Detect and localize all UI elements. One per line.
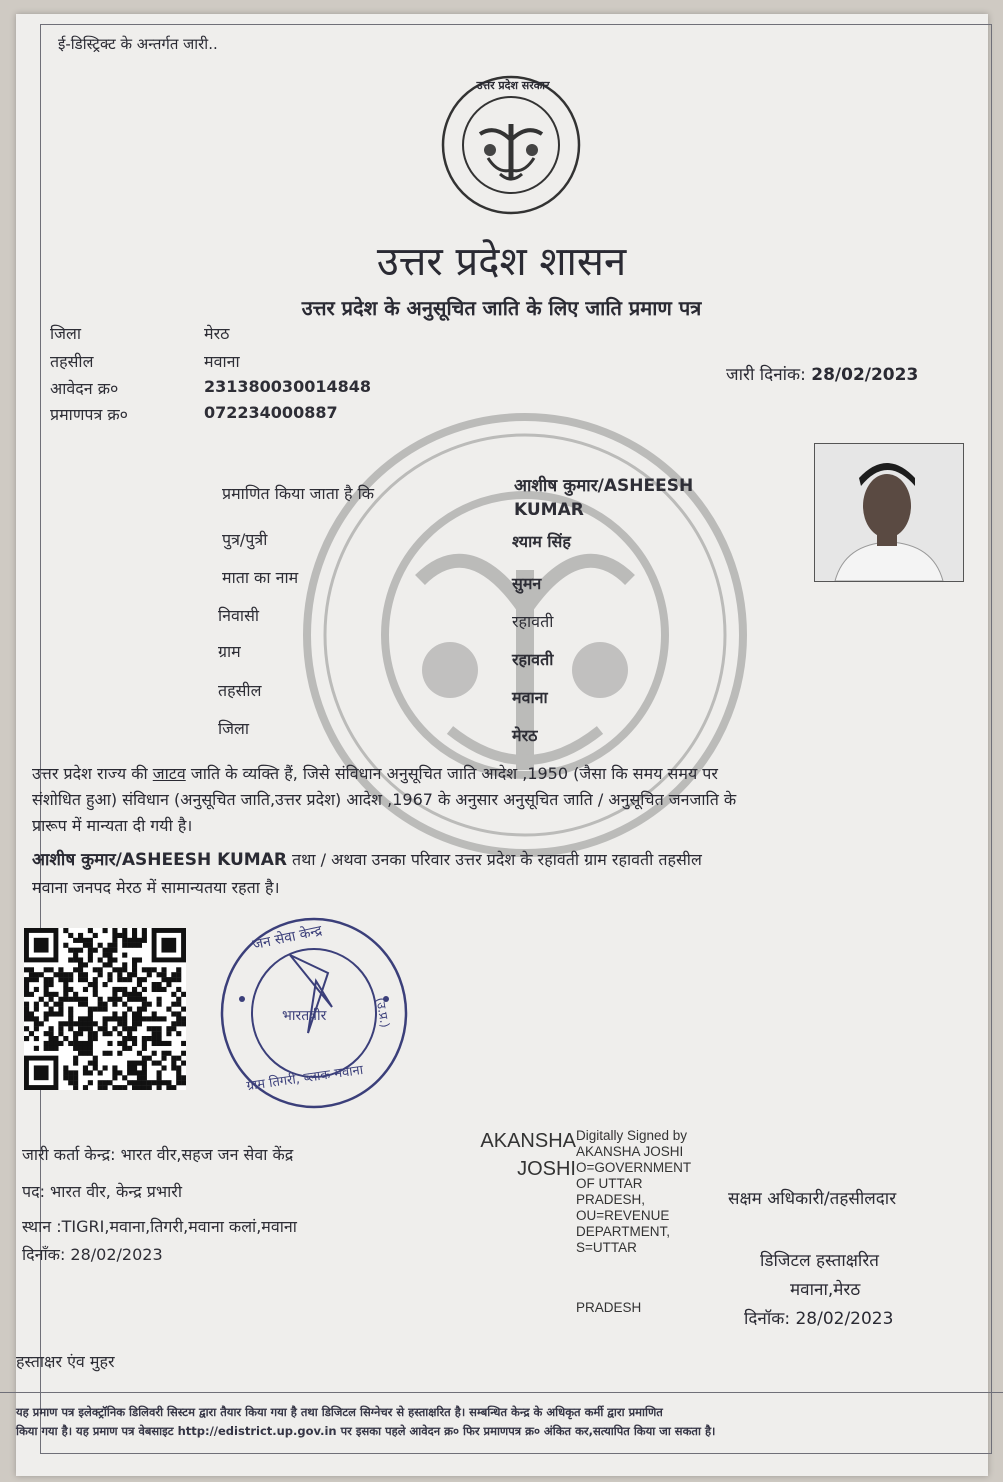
certificate-title: उत्तर प्रदेश के अनुसूचित जाति के लिए जाति प्रमाण पत्र <box>301 296 702 320</box>
up-government-emblem <box>440 74 582 216</box>
mother-name-label: माता का नाम <box>222 568 299 587</box>
meta-district-value: मेरठ <box>204 324 230 343</box>
emblem-text: उत्तर प्रदेश सरकार <box>476 79 550 92</box>
stamp-lower-text: ग्राम तिगरी, ब्लाक मवाना <box>245 1062 365 1095</box>
father-name-value: श्याम सिंह <box>512 532 571 551</box>
details-district-value: मेरठ <box>512 726 538 745</box>
footer-note <box>16 1403 976 1441</box>
footer-divider <box>0 1392 1003 1393</box>
signer-name <box>440 1127 576 1183</box>
son-daughter-label: पुत्र/पुत्री <box>222 530 268 549</box>
caste-name: जाटव <box>152 764 186 783</box>
application-number-value: 231380030014848 <box>204 377 371 396</box>
village-label: ग्राम <box>218 642 241 661</box>
issue-date-value: 28/02/2023 <box>811 365 919 385</box>
details-district-label: जिला <box>218 719 250 738</box>
resident-label: निवासी <box>218 606 260 625</box>
certificate-number-value: 072234000887 <box>204 403 338 422</box>
stamp-outer-text: जन सेवा केन्द्र <box>251 922 324 954</box>
holder-name-line2: KUMAR <box>514 500 584 520</box>
applicant-photo <box>814 443 964 582</box>
meta-district-label: जिला <box>50 324 82 343</box>
application-number-label: आवेदन क्र० <box>50 379 119 398</box>
signature-date: दिनॉक: 28/02/2023 <box>744 1309 894 1329</box>
certificate-number-label: प्रमाणपत्र क्र० <box>50 405 128 424</box>
issue-date <box>726 362 918 385</box>
issuing-centre: जारी कर्ता केन्द्र: भारत वीर,सहज जन सेवा केंद्र <box>22 1145 294 1164</box>
residence-paragraph: आशीष कुमार/ASHEESH KUMAR तथा / अथवा उनका परिवार उत्तर प्रदेश के रहावती ग्राम रहावती तहसील मवाना जनपद मेरठ में सामान्यतया रहता है। <box>32 850 702 897</box>
mother-name-value: सुमन <box>512 574 542 593</box>
signature-place: मवाना,मेरठ <box>790 1280 861 1300</box>
resident-value: रहावती <box>512 612 554 631</box>
digital-signature-state: PRADESH <box>576 1300 642 1315</box>
qr-code <box>24 928 186 1090</box>
details-tehsil-label: तहसील <box>218 681 262 700</box>
holder-name-bold: आशीष कुमार/ASHEESH KUMAR <box>32 850 287 870</box>
footer-line1: यह प्रमाण पत्र इलेक्ट्रॉनिक डिलिवरी सिस्टम द्वारा तैयार किया गया है तथा डिजिटल सिग्नेचर से हस्ताक्षरित है। सम्बन्धित केन्द्र के अधिकृत कर्मी द्वारा प्रमाणित <box>16 1405 663 1419</box>
holder-name-line1: आशीष कुमार/ASHEESH <box>514 476 694 496</box>
meta-tehsil-label: तहसील <box>50 352 94 371</box>
caste-paragraph: उत्तर प्रदेश राज्य की जाटव जाति के व्यक्ति हैं, जिसे संविधान अनुसूचित जाति आदेश ,1950 (जैसा कि समय समय पर संशोधित हुआ) संविधान (अनुसूचित जाति,उत्तर प्रदेश) आदेश ,1967 के अनुसार अनुसूचित जाति / अनुसूचित जनजाति के प्रारूप में मान्यता दी गयी है। <box>32 764 737 835</box>
signer-name-line2: JOSHI <box>517 1158 576 1180</box>
issuer-date: दिनाँक: 28/02/2023 <box>22 1245 163 1264</box>
certified-label: प्रमाणित किया जाता है कि <box>222 484 375 503</box>
issue-place: स्थान :TIGRI,मवाना,तिगरी,मवाना कलां,मवाना <box>22 1217 297 1236</box>
village-value: रहावती <box>512 650 554 669</box>
issuer-post: पद: भारत वीर, केन्द्र प्रभारी <box>22 1182 182 1201</box>
competent-authority: सक्षम अधिकारी/तहसीलदार <box>728 1189 897 1209</box>
digitally-signed-label: डिजिटल हस्ताक्षरित <box>760 1251 879 1271</box>
issued-under-text: ई-डिस्ट्रिक्ट के अन्तर्गत जारी.. <box>58 35 218 53</box>
government-title: उत्तर प्रदेश शासन <box>376 239 627 285</box>
meta-tehsil-value: मवाना <box>204 352 240 371</box>
signature-seal-label: हस्ताक्षर एंव मुहर <box>16 1352 115 1371</box>
digital-signature-block: Digitally Signed by AKANSHA JOSHI O=GOVERNMENT OF UTTAR PRADESH, OU=REVENUE DEPARTMENT, S=UTTAR <box>576 1128 692 1255</box>
issue-date-label: जारी दिनांक: <box>726 365 806 385</box>
stamp-side-text: (उ.प्र.) <box>373 996 393 1029</box>
stamp-center-text: भारतवीर <box>282 1008 327 1024</box>
signer-name-line1: AKANSHA <box>480 1130 576 1152</box>
footer-line2: किया गया है। यह प्रमाण पत्र वेबसाइट http://edistrict.up.gov.in पर इसका पहले आवेदन क्र० फिर प्रमाणपत्र क्र० अंकित कर,सत्यापित किया जा सकता है। <box>16 1424 716 1438</box>
details-tehsil-value: मवाना <box>512 688 548 707</box>
